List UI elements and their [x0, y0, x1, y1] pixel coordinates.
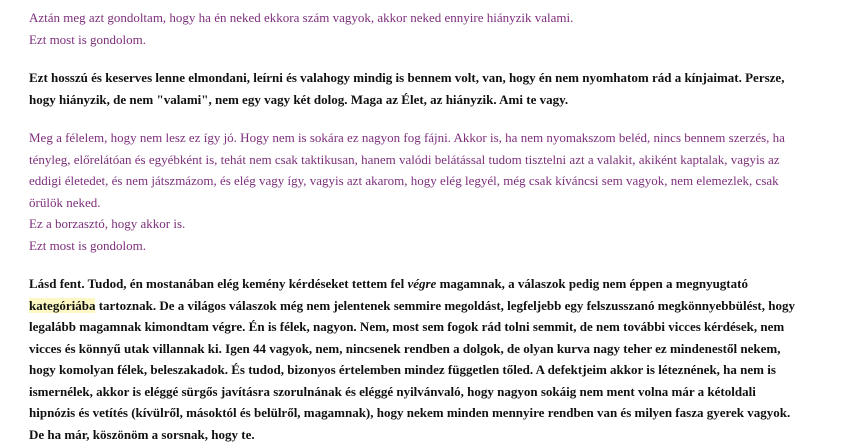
text-line: eddigi életedet, és nem játszmázom, és elég vagy így, vagyis azt akarom, hogy elég legyél, még csak kíváncsi sem vagyok, nem elemezlek, csak: [29, 173, 779, 188]
text-line: Ezt most is gondolom.: [29, 237, 146, 253]
text-line: Ezt hosszú és keserves lenne elmondani, leírni és valahogy mindig is bennem volt, van, hogy én nem nyomhatom rád a kínjaimat. Persze,: [29, 70, 785, 85]
text-segment: magamnak, a válaszok pedig nem éppen a megnyugtató: [436, 276, 748, 291]
text-line: ismernélek, akkor is eléggé sürgős javításra szorulnának és eléggé nyilvánvaló, hogy nagyon sokáig nem ment volna már a kétoldali: [29, 383, 756, 399]
text-line: hogy hiányzik, de nem "valami", nem egy vagy két dolog. Maga az Élet, az hiányzik. Ami te vagy.: [29, 91, 569, 107]
text-line: örülök neked.: [29, 194, 101, 210]
text-line: De ha már, köszönöm a sorsnak, hogy te.: [29, 426, 255, 442]
text-line: hogy komolyan félek, beleszakadok. És tudod, bizonyos értelemben mindez független tőled. A defektjeim akkor is léteznének, ha nem is: [29, 362, 776, 377]
text-line: Aztán meg azt gondoltam, hogy ha én neked ekkora szám vagyok, akkor neked ennyire hiányzik valami.: [29, 10, 574, 25]
paragraph-3: [29, 127, 837, 256]
text-line: [29, 295, 837, 317]
text-segment: Lásd fent. Tudod, én mostanában elég kemény kérdéseket tettem fel: [29, 276, 408, 291]
paragraph-2: [29, 67, 837, 110]
highlighted-word: kategóriába: [29, 297, 96, 313]
text-line: Meg a félelem, hogy nem lesz ez így jó. Hogy nem is sokára ez nagyon fog fájni. Akkor is, ha nem nyomakszom beléd, nincs bennem szerzés, ha: [29, 130, 785, 145]
text-segment: tartoznak. De a világos válaszok még nem jelentenek semmire megoldást, legfeljebb egy felszusszanó megkönnyebbülést, hogy: [95, 297, 795, 313]
text-line: Ezt most is gondolom.: [29, 31, 146, 47]
text-line: vicces és könnyű utak villannak ki. Igen 44 vagyok, nem, nincsenek rendben a dolgok, de olyan kurva nagy teher ez mindenestől nekem,: [29, 340, 781, 356]
text-line: [29, 273, 837, 295]
text-line: legalább magamnak kimondtam végre. Én is félek, nagyon. Nem, most sem fogok rád tolni semmit, de nem további vicces kérdések, nem: [29, 319, 785, 334]
text-line: tényleg, előrelátóan és egyébként is, tehát nem csak taktikusan, hanem valódi belátással tudom tisztelni azt a valakit, akiként kaptalak, vagyis az: [29, 151, 780, 167]
text-line: hipnózis és vetítés (kívülről, másoktól és belülről, magamnak), hogy nekem minden mennyire rendben van és milyen fasza gyerek vagyok.: [29, 405, 791, 420]
paragraph-4: [29, 273, 837, 445]
paragraph-1: [29, 7, 837, 50]
text-line: Ez a borzasztó, hogy akkor is.: [29, 216, 186, 231]
emphasis-text: végre: [407, 276, 437, 291]
